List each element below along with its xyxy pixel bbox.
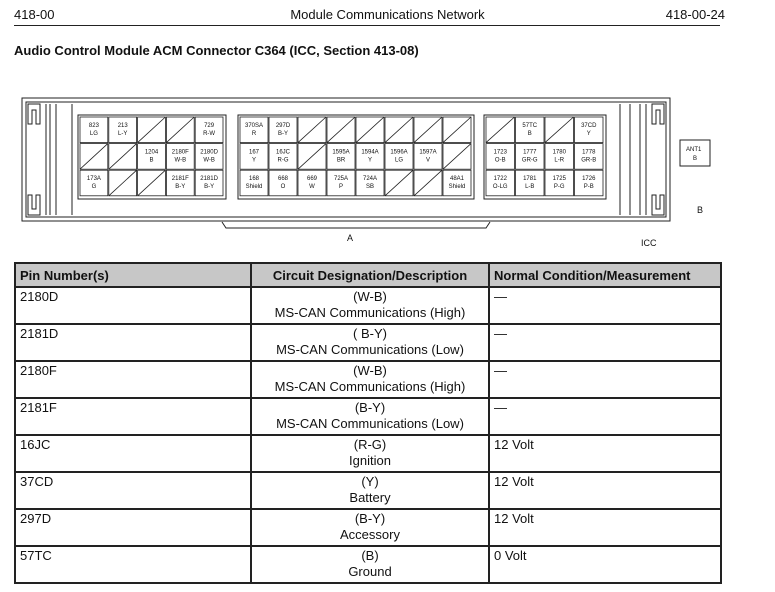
circuit-number: 57TC bbox=[522, 123, 538, 129]
empty-cavity-slash bbox=[443, 144, 471, 170]
circuit-number: 1723 bbox=[493, 149, 507, 156]
right-bottom-latch bbox=[652, 195, 664, 215]
cavity bbox=[575, 144, 604, 170]
pin-cell: 297D bbox=[15, 509, 251, 546]
circuit-cell bbox=[251, 435, 489, 472]
pin-table bbox=[14, 262, 722, 584]
pin-cell: 2181F bbox=[15, 398, 251, 435]
cavity bbox=[195, 144, 223, 170]
cavity bbox=[166, 144, 194, 170]
wire-color: Y bbox=[251, 157, 257, 164]
circuit-description: Ground bbox=[348, 564, 392, 579]
wire-color: B-Y bbox=[175, 184, 186, 191]
circuit-number: 167 bbox=[248, 149, 260, 156]
circuit-description: MS-CAN Communications (Low) bbox=[276, 342, 464, 357]
circuit-number: 16JC bbox=[275, 149, 291, 156]
empty-cavity-slash bbox=[298, 117, 326, 143]
empty-cavity-slash bbox=[138, 170, 166, 196]
empty-cavity-slash bbox=[414, 117, 442, 143]
cavity bbox=[414, 144, 442, 170]
wire-color: (B-Y) bbox=[354, 400, 386, 415]
condition-cell: — bbox=[489, 287, 721, 324]
wire-color: W bbox=[309, 184, 315, 191]
col-header-condition: Normal Condition/Measurement bbox=[489, 263, 721, 287]
circuit-cell bbox=[251, 324, 489, 361]
wire-color: Y bbox=[367, 157, 373, 164]
wire-color: R-G bbox=[277, 157, 289, 164]
page-title: Audio Control Module ACM Connector C364 (ICC, Section 413-08) bbox=[14, 43, 419, 58]
cavity bbox=[80, 170, 108, 196]
label-icc: ICC bbox=[641, 238, 657, 248]
circuit-number: 669 bbox=[306, 176, 318, 183]
wire-color: W-B bbox=[203, 157, 215, 164]
wire-color: GR-G bbox=[521, 157, 538, 164]
cavity bbox=[516, 117, 545, 143]
wire-color: L-R bbox=[554, 157, 565, 164]
header-section-number: 418-00 bbox=[14, 7, 55, 22]
wire-color: B bbox=[149, 157, 154, 164]
circuit-number: 725A bbox=[333, 176, 349, 183]
cavity bbox=[545, 170, 574, 196]
wire-color: SB bbox=[365, 184, 375, 191]
cavity bbox=[486, 144, 515, 170]
label-b: B bbox=[697, 205, 704, 215]
cavity bbox=[545, 144, 574, 170]
wire-color: Shield bbox=[245, 184, 263, 191]
wire-color: (B-Y) bbox=[354, 511, 386, 526]
header-section-title: Module Communications Network bbox=[290, 7, 485, 22]
wire-color: (W-B) bbox=[353, 363, 387, 378]
wire-color: R-W bbox=[203, 131, 216, 137]
cavity bbox=[166, 170, 194, 196]
empty-cavity-slash bbox=[356, 117, 384, 143]
cavity bbox=[195, 117, 223, 143]
table-row bbox=[15, 398, 721, 435]
ant1-label: ANT1 bbox=[686, 147, 702, 153]
circuit-number: 724A bbox=[362, 176, 378, 183]
pin-cell: 57TC bbox=[15, 546, 251, 583]
cavity bbox=[269, 170, 297, 196]
pin-cell: 2181D bbox=[15, 324, 251, 361]
pin-cell: 16JC bbox=[15, 435, 251, 472]
header-page-number: 418-00-24 bbox=[665, 7, 725, 22]
empty-cavity-slash bbox=[486, 117, 515, 143]
cavity bbox=[240, 144, 268, 170]
empty-cavity-slash bbox=[327, 117, 355, 143]
condition-cell: — bbox=[489, 398, 721, 435]
circuit-number: 48A1 bbox=[449, 176, 465, 183]
cavity bbox=[327, 170, 355, 196]
table-row bbox=[15, 472, 721, 509]
circuit-number: 1725 bbox=[552, 176, 566, 183]
empty-cavity-slash bbox=[109, 170, 137, 196]
table-row bbox=[15, 546, 721, 583]
circuit-number: 1597A bbox=[419, 149, 437, 156]
empty-cavity-slash bbox=[545, 117, 574, 143]
ant1-color: B bbox=[693, 156, 698, 162]
circuit-number: 370SA bbox=[244, 123, 264, 129]
circuit-number: 173A bbox=[86, 176, 101, 183]
table-row bbox=[15, 509, 721, 546]
circuit-number: 1596A bbox=[390, 149, 408, 156]
cavity bbox=[80, 117, 108, 143]
connector-diagram bbox=[0, 0, 775, 260]
wire-color: L-B bbox=[525, 184, 535, 191]
pin-cell: 37CD bbox=[15, 472, 251, 509]
col-header-circuit: Circuit Designation/Description bbox=[251, 263, 489, 287]
condition-cell: 12 Volt bbox=[489, 435, 721, 472]
wire-color: B bbox=[527, 131, 532, 137]
circuit-number: 1777 bbox=[523, 149, 537, 156]
wire-color: BR bbox=[336, 157, 346, 164]
circuit-description: Accessory bbox=[340, 527, 400, 542]
wire-color: R bbox=[251, 131, 257, 137]
circuit-number: 2180F bbox=[171, 149, 189, 156]
cavity bbox=[575, 117, 604, 143]
cavity bbox=[516, 144, 545, 170]
label-a: A bbox=[347, 233, 354, 243]
circuit-cell bbox=[251, 509, 489, 546]
circuit-cell bbox=[251, 287, 489, 324]
empty-cavity-slash bbox=[166, 117, 194, 143]
wire-color: (R-G) bbox=[353, 437, 387, 452]
circuit-number: 1722 bbox=[493, 176, 507, 183]
empty-cavity-slash bbox=[443, 117, 471, 143]
wire-color: O-B bbox=[494, 157, 506, 164]
condition-cell: 12 Volt bbox=[489, 472, 721, 509]
wire-color: Shield bbox=[448, 184, 466, 191]
circuit-number: 2180D bbox=[200, 149, 218, 156]
ant1-cavity bbox=[680, 140, 710, 166]
wire-color: LG bbox=[394, 157, 404, 164]
table-row bbox=[15, 361, 721, 398]
circuit-number: 1595A bbox=[332, 149, 350, 156]
wire-color: (W-B) bbox=[353, 289, 387, 304]
wire-color: GR-B bbox=[581, 157, 597, 164]
cavity bbox=[356, 144, 384, 170]
pin-cell: 2180F bbox=[15, 361, 251, 398]
cavity bbox=[269, 117, 297, 143]
circuit-cell bbox=[251, 361, 489, 398]
cavity bbox=[109, 117, 137, 143]
right-top-latch bbox=[652, 104, 664, 124]
wire-color: Y bbox=[586, 131, 591, 137]
wire-color: P-B bbox=[583, 184, 594, 191]
circuit-description: MS-CAN Communications (Low) bbox=[276, 416, 464, 431]
col-header-pin: Pin Number(s) bbox=[15, 263, 251, 287]
wire-color: O bbox=[280, 184, 286, 191]
circuit-number: 729 bbox=[204, 123, 215, 129]
pin-cell: 2180D bbox=[15, 287, 251, 324]
wire-color: G bbox=[91, 184, 97, 191]
wire-color: L-Y bbox=[118, 131, 128, 137]
circuit-number: 37CD bbox=[581, 123, 597, 129]
wire-color: B-Y bbox=[204, 184, 215, 191]
wire-color: P bbox=[338, 184, 344, 191]
empty-cavity-slash bbox=[414, 170, 442, 196]
empty-cavity-slash bbox=[385, 117, 413, 143]
condition-cell: — bbox=[489, 361, 721, 398]
cavity bbox=[356, 170, 384, 196]
circuit-cell bbox=[251, 398, 489, 435]
section-a-bracket bbox=[222, 222, 490, 228]
wire-color: P-G bbox=[553, 184, 565, 191]
cavity bbox=[443, 170, 471, 196]
circuit-description: MS-CAN Communications (High) bbox=[274, 379, 466, 394]
circuit-number: 1780 bbox=[552, 149, 566, 156]
left-top-latch bbox=[28, 104, 40, 124]
circuit-number: 1204 bbox=[144, 149, 159, 156]
left-bottom-latch bbox=[28, 195, 40, 215]
condition-cell: 0 Volt bbox=[489, 546, 721, 583]
cavity bbox=[298, 170, 326, 196]
wire-color: O-LG bbox=[492, 184, 508, 191]
circuit-description: MS-CAN Communications (High) bbox=[274, 305, 466, 320]
circuit-number: 168 bbox=[248, 176, 260, 183]
table-row bbox=[15, 435, 721, 472]
wire-color: V bbox=[425, 157, 431, 164]
circuit-description: Battery bbox=[349, 490, 391, 505]
table-row bbox=[15, 324, 721, 361]
cavity bbox=[486, 170, 515, 196]
table-header-row bbox=[15, 263, 721, 287]
wire-color: ( B-Y) bbox=[353, 326, 387, 341]
circuit-number: 213 bbox=[117, 123, 128, 129]
wire-color: (Y) bbox=[361, 474, 379, 489]
empty-cavity-slash bbox=[80, 144, 108, 170]
cavity bbox=[195, 170, 223, 196]
circuit-cell bbox=[251, 546, 489, 583]
circuit-number: 1778 bbox=[582, 149, 596, 156]
circuit-number: 1594A bbox=[361, 149, 379, 156]
circuit-number: 297D bbox=[275, 123, 291, 129]
table-row bbox=[15, 287, 721, 324]
circuit-cell bbox=[251, 472, 489, 509]
cavity bbox=[269, 144, 297, 170]
cavity bbox=[138, 144, 166, 170]
empty-cavity-slash bbox=[298, 144, 326, 170]
circuit-number: 668 bbox=[277, 176, 289, 183]
wire-color: LG bbox=[89, 131, 98, 137]
cavity bbox=[240, 170, 268, 196]
empty-cavity-slash bbox=[109, 144, 137, 170]
wire-color: (B) bbox=[361, 548, 379, 563]
cavity bbox=[385, 144, 413, 170]
circuit-number: 1726 bbox=[582, 176, 596, 183]
circuit-number: 1781 bbox=[523, 176, 537, 183]
circuit-number: 2181D bbox=[200, 176, 218, 183]
circuit-description: Ignition bbox=[349, 453, 391, 468]
condition-cell: 12 Volt bbox=[489, 509, 721, 546]
circuit-number: 823 bbox=[88, 123, 99, 129]
empty-cavity-slash bbox=[138, 117, 166, 143]
cavity bbox=[327, 144, 355, 170]
empty-cavity-slash bbox=[385, 170, 413, 196]
wire-color: W-B bbox=[174, 157, 187, 164]
wire-color: B-Y bbox=[277, 131, 289, 137]
cavity bbox=[575, 170, 604, 196]
cavity bbox=[240, 117, 268, 143]
circuit-number: 2181F bbox=[171, 176, 189, 183]
cavity bbox=[516, 170, 545, 196]
condition-cell: — bbox=[489, 324, 721, 361]
